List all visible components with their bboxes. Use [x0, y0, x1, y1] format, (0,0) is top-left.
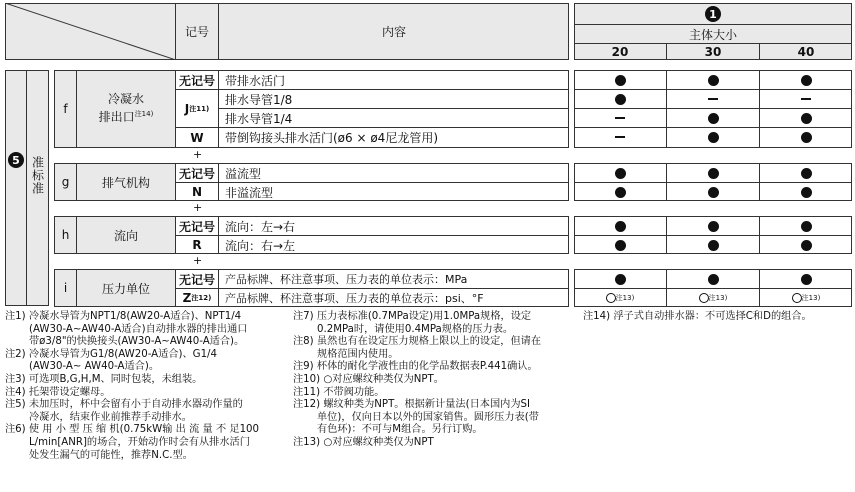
available-dot-icon: [708, 187, 719, 198]
available-dot-icon: [708, 168, 719, 179]
mark-cell: [667, 128, 759, 146]
code-f-w: W: [190, 130, 204, 145]
group-i-name: 压力单位: [101, 281, 150, 296]
group-g-letter: g: [61, 175, 70, 189]
available-dot-icon: [801, 113, 812, 124]
note-line: (AW30-A~ AW40-A适合)。: [29, 361, 160, 373]
mark-cell: [574, 71, 666, 89]
note-line: 注5) 未加压时，杯中会留有小于自动排水器动作量的: [5, 399, 243, 411]
available-dot-icon: [615, 274, 626, 285]
code-i-z: Z 注12): [182, 291, 212, 305]
group-h-name: 流向: [113, 228, 138, 243]
note-line: 有色环)：不可与M组合。另行订购。: [317, 424, 483, 436]
content-f-0: 带排水活门: [225, 73, 286, 88]
notes-col-3: [583, 311, 853, 324]
note-line: 注10) ○对应螺纹种类仅为NPT。: [293, 373, 444, 385]
option-ring-icon: [792, 293, 802, 303]
available-dot-icon: [615, 94, 626, 105]
mark-cell: [667, 270, 759, 288]
note-line: 注4) 托架带设定螺母。: [5, 386, 111, 398]
group-h-letter: h: [61, 228, 70, 242]
note-line: 带ø3/8"的快换接头(AW30-A~AW40-A适合)。: [29, 336, 245, 348]
available-dot-icon: [708, 240, 719, 251]
available-dot-icon: [708, 274, 719, 285]
mark-cell: [574, 183, 666, 201]
size-circle-marker: 1: [574, 4, 852, 24]
mark-cell: [760, 109, 852, 127]
unavailable-dash-icon: [708, 98, 718, 100]
available-dot-icon: [801, 240, 812, 251]
code-f-j: J 注11): [184, 101, 210, 116]
unavailable-dash-icon: [615, 117, 625, 119]
note-line: 注6) 使 用 小 型 压 缩 机(0.75kW输 出 流 量 不 足100: [5, 424, 260, 436]
content-i-1: 产品标牌、杯注意事项、压力表的单位表示：psi、°F: [225, 292, 484, 305]
note-line: 0.2MPa时，请使用0.4MPa规格的压力表。: [317, 323, 514, 335]
code-h-r: R: [192, 238, 202, 252]
available-dot-icon: [801, 75, 812, 86]
note-line: 注13) ○对应螺纹种类仅为NPT: [293, 436, 434, 448]
available-dot-icon: [708, 75, 719, 86]
code-g-n: N: [191, 185, 203, 199]
note-line: 冷凝水，结束作业前推荐手动排水。: [29, 411, 192, 423]
code-g-none: 无记号: [178, 166, 215, 181]
mark-cell: [760, 90, 852, 108]
available-dot-icon: [801, 132, 812, 143]
content-f-1: 排水导管1/8: [225, 92, 293, 107]
note-line: 处发生漏气的可能性，推荐N.C.型。: [29, 449, 193, 461]
note-line: 单位)，仅向日本以外的国家销售。圆形压力表(带: [317, 411, 539, 423]
content-f-3: 带倒钩接头排水活门(ø6 × ø4尼龙管用): [225, 131, 439, 145]
code-i-none: 无记号: [178, 272, 215, 287]
note-line: (AW30-A~AW40-A适合)自动排水器的排出通口: [29, 323, 248, 335]
header-content: 内容: [381, 25, 406, 39]
mark-cell: [760, 217, 852, 235]
mark-cell: [574, 109, 666, 127]
mark-cell: [667, 183, 759, 201]
available-dot-icon: [801, 187, 812, 198]
mark-cell: [760, 164, 852, 182]
side-circle-number: 5: [6, 150, 26, 170]
note-line: 注2) 冷凝水导管为G1/8(AW20-A适合)、G1/4: [5, 348, 217, 360]
available-dot-icon: [801, 221, 812, 232]
mark-cell: [667, 90, 759, 108]
available-dot-icon: [801, 168, 812, 179]
mark-cell: [667, 71, 759, 89]
mark-cell: [760, 71, 852, 89]
available-dot-icon: [708, 113, 719, 124]
mark-cell: [574, 270, 666, 288]
mark-cell: [667, 217, 759, 235]
mark-cell: [667, 289, 759, 307]
note-line: 注1) 冷凝水导管为NPT1/8(AW20-A适合)、NPT1/4: [5, 311, 242, 322]
mark-cell: [760, 270, 852, 288]
size-20: 20: [611, 45, 629, 59]
note-line: 注14) 浮子式自动排水器：不可选择C和D的组合。: [583, 311, 812, 322]
content-g-1: 非溢流型: [225, 185, 274, 200]
available-dot-icon: [708, 221, 719, 232]
note-line: 注9) 杯体的耐化学液性由的化学品数据表P.441确认。: [293, 361, 538, 373]
plus-2: +: [193, 201, 203, 214]
available-dot-icon: [615, 168, 626, 179]
header-diagonal: [5, 3, 176, 60]
plus-1: +: [193, 148, 203, 161]
mark-cell: [574, 128, 666, 146]
note-line: 规格范围内使用。: [317, 348, 399, 360]
mark-cell: [667, 236, 759, 254]
mark-note: 注13): [801, 294, 821, 302]
size-30: 30: [704, 45, 722, 59]
mark-cell: [667, 109, 759, 127]
available-dot-icon: [615, 187, 626, 198]
mark-cell: [760, 236, 852, 254]
mark-note: 注13): [615, 294, 635, 302]
option-ring-icon: [606, 293, 616, 303]
note-line: 注7) 压力表标准(0.7MPa设定)用1.0MPa规格，设定: [293, 311, 532, 322]
note-line: 注8) 虽然也有在设定压力规格上限以上的设定，但请在: [293, 336, 542, 348]
side-label: 准标准: [30, 155, 45, 195]
group-f-name: 冷凝水 排出口$^{注14)}$: [98, 92, 154, 124]
group-g-name: 排气机构: [101, 175, 150, 190]
mark-cell: [574, 217, 666, 235]
group-i-letter: i: [63, 281, 68, 295]
notes-col-2: [293, 311, 578, 450]
mark-cell: [574, 236, 666, 254]
mark-cell: [574, 164, 666, 182]
available-dot-icon: [615, 75, 626, 86]
available-dot-icon: [615, 240, 626, 251]
header-code: 记号: [184, 25, 209, 39]
note-line: 注3) 可选项B,G,H,M、同时包装，未组装。: [5, 373, 203, 385]
content-h-0: 流向：左→右: [225, 219, 296, 234]
mark-cell: [667, 164, 759, 182]
note-line: 注11) 不带阀功能。: [293, 386, 385, 398]
plus-3: +: [193, 254, 203, 267]
content-i-0: 产品标牌、杯注意事项、压力表的单位表示：MPa: [225, 273, 468, 286]
mark-cell: [574, 90, 666, 108]
content-f-2: 排水导管1/4: [225, 111, 293, 126]
note-line: L/min[ANR]的场合，开始动作时会有从排水活门: [29, 436, 250, 448]
notes-col-1: [5, 311, 290, 462]
code-h-none: 无记号: [178, 219, 215, 234]
size-40: 40: [797, 45, 815, 59]
mark-note: 注13): [708, 294, 728, 302]
option-ring-icon: [699, 293, 709, 303]
group-f-letter: f: [63, 102, 68, 116]
mark-cell: [760, 128, 852, 146]
content-g-0: 溢流型: [225, 166, 262, 181]
mark-cell: [574, 289, 666, 307]
note-line: 注12) 螺纹种类为NPT。根据新计量法(日本国内为SI: [293, 399, 530, 411]
available-dot-icon: [801, 274, 812, 285]
unavailable-dash-icon: [801, 98, 811, 100]
unavailable-dash-icon: [615, 136, 625, 138]
body-size-label: 主体大小: [688, 27, 737, 42]
available-dot-icon: [708, 132, 719, 143]
mark-cell: [760, 289, 852, 307]
content-h-1: 流向：右→左: [225, 238, 296, 253]
mark-cell: [760, 183, 852, 201]
available-dot-icon: [615, 221, 626, 232]
code-f-none: 无记号: [178, 73, 215, 88]
